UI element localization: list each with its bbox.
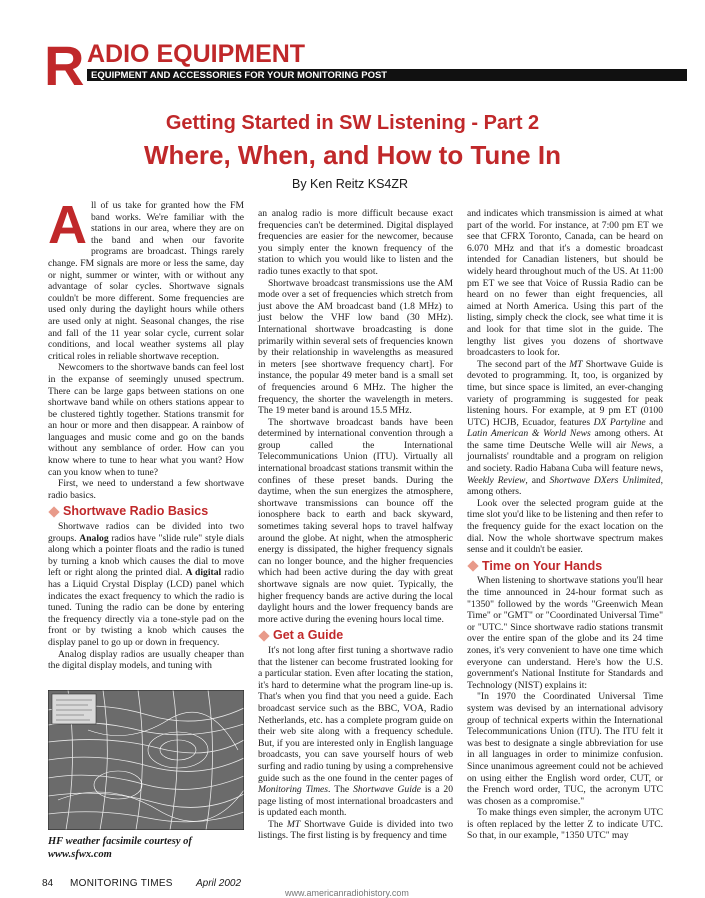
col3-paragraph-3: Look over the selected program guide at the time slot you'd like to be listening and then refer to the frequency guide for the exact location on the dial. Now the whole shortwave spectrum makes sense and it couldn't be easier. (467, 497, 663, 556)
col2-paragraph-2: Shortwave broadcast transmissions use the AM mode over a set of frequencies which stretch from just above the AM broadcast band (1.8 MHz) to just below the VHF low band (30 MHz). International shortwave broadcasting is done primarily within several sets of frequencies known by their relationship in wavelengths as measured in meters [see shortwave frequency chart]. For instance, the popular 49 meter band is a small set of frequencies around 6 MHz. The higher the frequency, the shorter the wavelength in meters. The 19 meter band is around 15.5 MHz. (258, 277, 453, 417)
col1-paragraph-3: First, we need to understand a few shortwave radio basics. (48, 478, 244, 501)
col3-paragraph-1: and indicates which transmission is aimed at what part of the world. For instance, at 7:00 pm ET we see that CFRX Toronto, Canada, can be heard on 6.070 MHz and that it's a domestic broadcast intended for Canadian listeners, but should be widely heard throughout much of the US. At 11:00 pm ET we see that Voice of Russia Radio can be heard on no fewer than eight frequencies, all aimed at North America. Using this part of the listing, simply check the clock, see what time it is and look for that time slot in the guide. The lengthy list gives you dozens of shortwave broadcasters to look for. (467, 208, 663, 359)
heading-get-a-guide: Get a Guide (258, 630, 453, 642)
section-title: ADIO EQUIPMENT (87, 40, 306, 68)
col3-paragraph-2: The second part of the MT Shortwave Guide is devoted to programming. It, too, is organized by time, but since space is limited, an ever-changing variety of programming is suggested for peak listening hours. For example, at 9 pm ET (0100 UTC) HCJB, Ecuador, features DX Partyline and Latin American & World News among others. At the same time Deutsche Welle will air News, a journalists' roundtable and a program on religion and society. Radio Habana Cuba will feature news, Weekly Review, and Shortwave DXers Unlimited, among others. (467, 358, 664, 498)
col3-paragraph-5: "In 1970 the Coordinated Universal Time system was devised by an international advisory group of technical experts within the International Telecommunications Union (ITU). The ITU felt it was best to designate a single abbreviation for use in all languages in order to minimize confusion. Since unanimous agreement could not be achieved on using either the English word order, CUT, or the French word order, TUC, the acronym UTC was chosen as a compromise." (467, 691, 663, 807)
column-2 (258, 208, 453, 842)
image-caption: HF weather facsimile courtesy of www.sfwx.com (48, 836, 192, 860)
col1-paragraph-1: All of us take for granted how the FM band works. We're familiar with the stations in our area, where they are on the band and when our favorite programs are broadcast. Things rarely change. FM signals are more or less the same, day or night, summer or winter, with or without any advantage of solar cycles. Shortwave signals couldn't be more different. Some frequencies are used only during the daylight hours while others are used only at night. Seasonal changes, the rise and fall of the 11 year solar cycle, current solar conditions, and local weather systems all play critical roles in reliable shortwave reception. (48, 195, 244, 362)
magazine-name: MONITORING TIMES (70, 878, 173, 889)
article-byline: By Ken Reitz KS4ZR (292, 177, 409, 191)
diamond-bullet-icon (467, 560, 478, 571)
heading-shortwave-basics: Shortwave Radio Basics (48, 506, 244, 518)
diamond-bullet-icon (48, 506, 59, 517)
heading-time-on-your-hands: Time on Your Hands (467, 561, 663, 573)
section-subtitle-bar: EQUIPMENT AND ACCESSORIES FOR YOUR MONITORING POST (87, 69, 687, 81)
drop-cap: A (48, 195, 87, 255)
article-headline: Where, When, and How to Tune In (144, 140, 561, 170)
col1-paragraph-4: Shortwave radios can be divided into two groups. Analog radios have "slide rule" style dials along which a pointer floats and the radio is tuned by turning a knob which causes the dial to move left or right along the printed dial. A digital radio has a Liquid Crystal Display (LCD) panel which indicates the exact frequency to which the radio is tuned. Tuning the radio can be done by entering the frequency directly via a tone-style pad on the front or by twisting a knob which causes the display panel to go up or down in frequency. (48, 521, 244, 648)
diamond-bullet-icon (258, 630, 269, 641)
col3-paragraph-6: To make things even simpler, the acronym UTC is often replaced by the letter Z to indicate UTC. So that, in our example, "1350 UTC" may (467, 807, 663, 842)
col2-paragraph-3: The shortwave broadcast bands have been determined by international convention through a group called the International Telecommunications Union (ITU). Virtually all international broadcast stations transmit within the confines of these preset bands. During the daytime, when the sun energizes the atmosphere, shortwave transmissions can bounce off the ionosphere back to earth and back skyward, sometimes taking several hops to travel halfway around the globe. At night, when the atmospheric energy is dissipated, the higher frequency signals can no longer bounce, and the higher frequencies which had been active during the day with great shortwave signals are now quiet. Typically, the higher frequency bands are active during the local daylight hours and the lower frequency bands are more active during the evening hours local time. (258, 416, 453, 625)
col3-paragraph-4: When listening to shortwave stations you'll hear the time announced in 24-hour format such as "1350" followed by the words "Greenwich Mean Time" or "GMT" or "Coordinated Universal Time" or "UTC." Since shortwave radio stations transmit over the entire span of the globe and its 24 time zones, it's very convenient to have one time which everyone can understand. Here's how the U.S. government's National Institute for Standards and Technology (NIST) explains it: (467, 575, 663, 691)
col2-paragraph-5: The MT Shortwave Guide is divided into two listings. The first listing is by frequency and time (258, 818, 453, 842)
page-number: 84 (42, 878, 54, 889)
issue-date: April 2002 (196, 878, 242, 889)
col1-paragraph-5: Analog display radios are usually cheaper than the digital display models, and tuning with (48, 648, 244, 672)
column-1 (48, 195, 244, 672)
col2-paragraph-1: an analog radio is more difficult because exact frequencies can't be determined. Digital displayed frequencies are easier for the newcomer, because you simply enter the known frequency of the station to which you would like to listen and the radio tunes exactly to that spot. (258, 208, 453, 277)
col1-paragraph-2: Newcomers to the shortwave bands can feel lost in the expanse of seemingly unused spectrum. There can be large gaps between stations on one shortwave band while on others stations appear to be clustered tightly together. Stations transmit for an hour or more and then disappear. A rainbow of languages and music come and go on the bands without any semblance of order. How can you know where to tune to hear what you want? How can you know when to tune? (48, 362, 244, 478)
source-url: www.americanradiohistory.com (285, 888, 409, 898)
column-3 (467, 208, 663, 842)
article-kicker: Getting Started in SW Listening - Part 2 (165, 112, 540, 134)
weather-fax-image (48, 690, 244, 830)
section-initial: R (44, 34, 85, 97)
col2-paragraph-4: It's not long after first tuning a shortwave radio that the listener can become frustrated looking for a particular station. Even after locating the station, it's hard to determine what the program line-up is. That's when you find that you need a guide. Each broadcast service such as the BBC, VOA, Radio Netherlands, etc. has a complete program guide on their web site along with a frequency schedule. But, if you are interested only in English language broadcasts, you can save yourself hours of web surfing and radio tuning by using a comprehensive guide such as the one found in the center pages of Monitoring Times. The Shortwave Guide is a 20 page listing of most international broadcasters and is updated each month. (258, 644, 454, 819)
